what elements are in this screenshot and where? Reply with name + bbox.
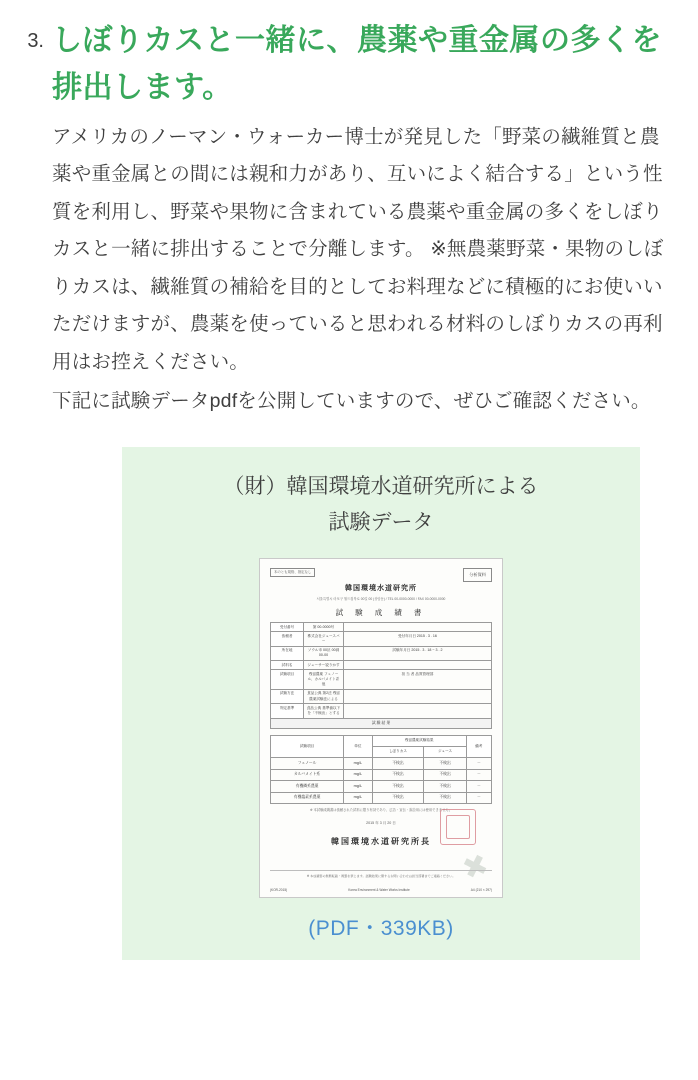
info-value: 担 当 者 品質管理部: [343, 670, 491, 690]
info-key: 試料名: [271, 661, 304, 670]
table-row: [271, 632, 492, 646]
info-key: 受付番号: [271, 623, 304, 632]
table-row: [271, 704, 492, 718]
list-item-number: 3.: [27, 30, 44, 52]
body-paragraph-2: 下記に試験データpdfを公開していますので、ぜひご確認ください。: [52, 390, 651, 413]
table-cell: －: [466, 781, 491, 793]
info-mid: 食品公典 第2法 残留農薬試験法による: [304, 689, 344, 703]
document-right-box: 分析資料: [463, 568, 492, 582]
table-cell: mg/L: [344, 758, 372, 770]
watermark-icon: ✖: [458, 847, 493, 888]
table-row: [271, 781, 492, 793]
info-value: 受付年月日 2015 . 3 . 16: [343, 632, 491, 646]
table-cell: 不検出: [372, 792, 424, 804]
table-cell: 不検出: [424, 758, 466, 770]
results-col-unit: 単位: [344, 735, 372, 757]
table-row: [271, 769, 492, 781]
results-col-item: 試験項目: [271, 735, 344, 757]
table-row: [271, 758, 492, 770]
table-cell: mg/L: [344, 769, 372, 781]
document-main-title: 試 験 成 績 書: [335, 608, 427, 617]
table-row: [271, 646, 492, 660]
document-date: 2015 年 3 月 20 日: [366, 821, 396, 826]
document-footer-left: (KOR-2015): [270, 888, 288, 892]
info-key: 所在地: [271, 646, 304, 660]
document-result-band: 試 験 結 果: [270, 719, 492, 729]
table-row: [271, 689, 492, 703]
document-footer-right: A4 (210 × 297): [470, 888, 492, 892]
info-value: [343, 623, 491, 632]
table-row: [271, 670, 492, 690]
info-key: 試験項目: [271, 670, 304, 690]
test-report-thumbnail[interactable]: [259, 558, 503, 898]
info-mid: 株式会社ジュースバー: [304, 632, 344, 646]
info-value: 試験年月日 2015 . 3 . 18 ~ 3 . 2: [343, 646, 491, 660]
table-cell: 不検出: [372, 758, 424, 770]
results-col-juice: ジュース: [424, 746, 466, 757]
table-cell: 不検出: [424, 769, 466, 781]
pdf-data-panel: [122, 447, 640, 961]
table-row: [271, 792, 492, 804]
document-address: 서울특별시 마포구 월드컵북로 00길 00 (상암동) / TEL 00-0000-0000 / FAX 00-0000-0000: [316, 597, 446, 601]
info-mid: 残留農薬 フェノール、カルバメイト系 他: [304, 670, 344, 690]
info-value: [343, 689, 491, 703]
table-cell: 不検出: [372, 781, 424, 793]
document-footer-center: Korea Environment & Water Works Institute: [348, 888, 410, 892]
results-group-label: 残留農薬試験結果: [372, 735, 466, 746]
info-value: [343, 661, 491, 670]
table-cell: －: [466, 769, 491, 781]
pdf-panel-title-line2: 試験データ: [328, 511, 434, 535]
pdf-panel-title-line1: （財）韓国環境水道研究所による: [223, 474, 539, 498]
official-seal-icon: [440, 809, 476, 845]
list-item-body: [52, 18, 676, 421]
table-cell: カルバメイト系: [271, 769, 344, 781]
list-item: [0, 0, 698, 421]
table-cell: －: [466, 758, 491, 770]
results-col-residue: しぼりカス: [372, 746, 424, 757]
table-row: [271, 623, 492, 632]
document-note: ※ 本試験成績書は依頼された試料に限り有効であり、広告・宣伝・訴訟用には使用できません。: [309, 808, 453, 813]
info-key: 依頼者: [271, 632, 304, 646]
table-cell: 有機燐系農薬: [271, 781, 344, 793]
document-footnote: ※ 本成績書の無断転載・複製を禁じます。試験結果に関するお問い合わせは担当部署までご連絡ください。: [270, 870, 492, 879]
table-cell: フェノール: [271, 758, 344, 770]
info-key: 試験方法: [271, 689, 304, 703]
info-key: 判定基準: [271, 704, 304, 718]
table-cell: 不検出: [372, 769, 424, 781]
info-mid: 食品公典 基準値以下を「不検出」とする: [304, 704, 344, 718]
document-signature: 韓国環境水道研究所長: [331, 837, 431, 847]
table-row: [271, 661, 492, 670]
document-organization-name: 韓国環境水道研究所: [345, 585, 417, 592]
info-mid: ジューサー絞りかす: [304, 661, 344, 670]
table-cell: mg/L: [344, 781, 372, 793]
info-mid: 第 00-0000号: [304, 623, 344, 632]
document-footer: [270, 888, 492, 892]
info-mid: ソウル市 00区 00洞 00-00: [304, 646, 344, 660]
document-results-table: [270, 735, 492, 804]
table-cell: mg/L: [344, 792, 372, 804]
body-paragraph-1: アメリカのノーマン・ウォーカー博士が発見した「野菜の繊維質と農薬や重金属との間には親和力があり、互いによく結合する」という性質を利用し、野菜や果物に含まれている農薬や重金属の多くをしぼりカスと一緒に排出することで分離します。 ※無農薬野菜・果物のしぼりカスは、繊維質の補給を目的としてお料理などに積極的にお使いいただけますが、農薬を使っていると思われる材料のしぼりカスの再利用はお控えください。: [52, 126, 664, 373]
table-cell: 不検出: [424, 781, 466, 793]
results-col-note: 備考: [466, 735, 491, 757]
document-top-line: [270, 568, 492, 582]
pdf-download-link[interactable]: (PDF・339KB): [308, 917, 454, 940]
document-info-table: [270, 622, 492, 719]
table-cell: －: [466, 792, 491, 804]
table-cell: 不検出: [424, 792, 466, 804]
table-cell: 有機塩素系農薬: [271, 792, 344, 804]
document-stamp-box: 本のとも規格、指定なし: [270, 568, 315, 577]
info-value: [343, 704, 491, 718]
page-title: しぼりカスと一緒に、農薬や重金属の多くを排出します。: [52, 24, 662, 104]
